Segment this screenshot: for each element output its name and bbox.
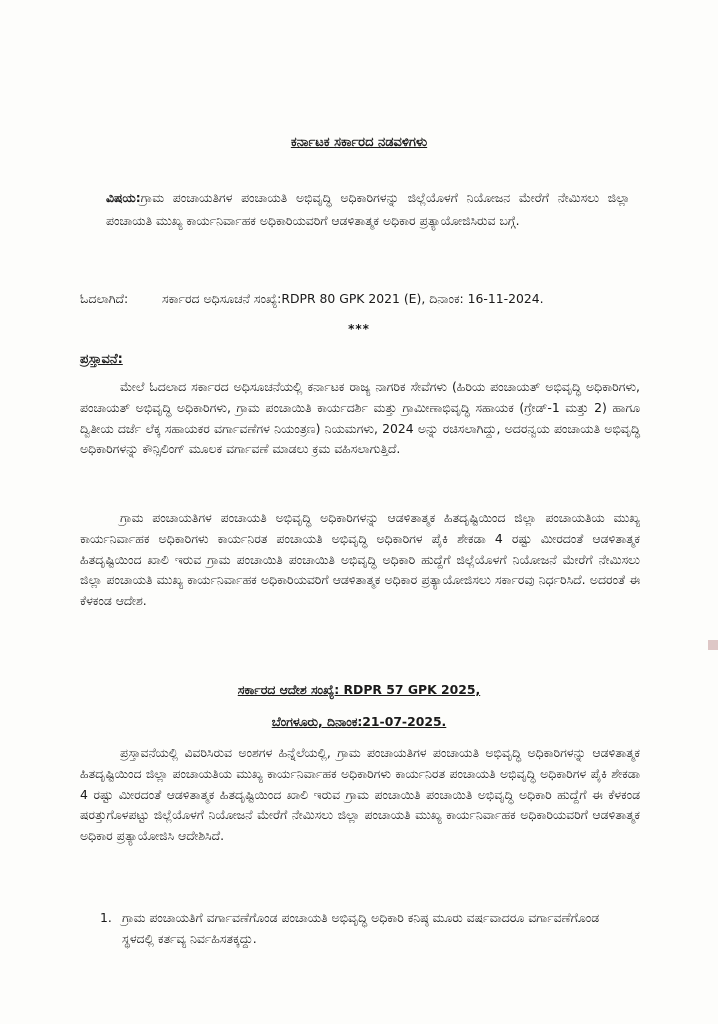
order-number-line: ಸರ್ಕಾರದ ಆದೇಶ ಸಂಖ್ಯೆ: RDPR 57 GPK 2025, bbox=[237, 682, 481, 697]
conditions-list bbox=[100, 907, 640, 949]
preamble-paragraph-1: ಮೇಲೆ ಓದಲಾದ ಸರ್ಕಾರದ ಅಧಿಸೂಚನೆಯಲ್ಲಿ ಕರ್ನಾಟಕ ರಾಜ್ಯ ನಾಗರಿಕ ಸೇವೆಗಳು (ಹಿರಿಯ ಪಂಚಾಯತ್ ಅಭಿವೃದ್ಧಿ ಅಧಿಕಾರಿಗಳು, ಪಂಚಾಯತ್ ಅಭಿವೃದ್ಧಿ ಅಧಿಕಾರಿಗಳು, ಗ್ರಾಮ ಪಂಚಾಯಿತಿ ಕಾರ್ಯದರ್ಶಿ ಮತ್ತು ಗ್ರಾಮೀಣಾಭಿವೃದ್ಧಿ ಸಹಾಯಕ (ಗ್ರೇಡ್-1 ಮತ್ತು 2) ಹಾಗೂ ದ್ವಿತೀಯ ದರ್ಜೆ ಲೆಕ್ಕ ಸಹಾಯಕರ ವರ್ಗಾವಣೆಗಳ ನಿಯಂತ್ರಣ) ನಿಯಮಗಳು, 2024 ಅನ್ನು ರಚಿಸಲಾಗಿದ್ದು, ಅದರನ್ವಯ ಪಂಚಾಯತಿ ಅಭಿವೃದ್ಧಿ ಅಧಿಕಾರಿಗಳನ್ನು ಕೌನ್ಸಿಲಿಂಗ್ ಮೂಲಕ ವರ್ಗಾವಣೆ ಮಾಡಲು ಕ್ರಮ ವಹಿಸಲಾಗುತ್ತಿದೆ. bbox=[80, 379, 640, 457]
preamble-paragraph-2: ಗ್ರಾಮ ಪಂಚಾಯತಿಗಳ ಪಂಚಾಯತಿ ಅಭಿವೃದ್ಧಿ ಅಧಿಕಾರಿಗಳನ್ನು ಆಡಳಿತಾತ್ಮಕ ಹಿತದೃಷ್ಟಿಯಿಂದ ಜಿಲ್ಲಾ ಪಂಚಾಯತಿಯ ಮುಖ್ಯ ಕಾರ್ಯನಿರ್ವಾಹಕ ಅಧಿಕಾರಿಗಳು ಕಾರ್ಯನಿರತ ಪಂಚಾಯತಿ ಅಭಿವೃದ್ಧಿ ಅಧಿಕಾರಿಗಳ ಪೈಕಿ ಶೇಕಡಾ 4 ರಷ್ಟು ಮೀರದಂತೆ ಆಡಳಿತಾತ್ಮಕ ಹಿತದೃಷ್ಟಿಯಿಂದ ಖಾಲಿ ಇರುವ ಗ್ರಾಮ ಪಂಚಾಯಿತಿ ಪಂಚಾಯಿತಿ ಅಭಿವೃದ್ಧಿ ಅಧಿಕಾರಿ ಹುದ್ದೆಗೆ ಜಿಲ್ಲೆಯೊಳಗೆ ನಿಯೋಜನೆ ಮೇರೆಗೆ ನೇಮಿಸಲು ಜಿಲ್ಲಾ ಪಂಚಾಯತಿ ಮುಖ್ಯ ಕಾರ್ಯನಿರ್ವಾಹಕ ಅಧಿಕಾರಿಯವರಿಗೆ ಆಡಳಿತಾತ್ಮಕ ಅಧಿಕಾರ ಪ್ರತ್ಯಾಯೋಜಿಸಲು ಸರ್ಕಾರವು ನಿರ್ಧರಿಸಿದೆ. ಅದರಂತೆ ಈ ಕೆಳಕಂಡ ಆದೇಶ. bbox=[80, 510, 640, 609]
subject-text: ಗ್ರಾಮ ಪಂಚಾಯತಿಗಳ ಪಂಚಾಯತಿ ಅಭಿವೃದ್ಧಿ ಅಧಿಕಾರಿಗಳನ್ನು ಜಿಲ್ಲೆಯೊಳಗೆ ನಿಯೋಜನ ಮೇರೆಗೆ ನೇಮಿಸಲು ಜಿಲ್ಲಾ ಪಂಚಾಯತಿ ಮುಖ್ಯ ಕಾರ್ಯನಿರ್ವಾಹಕ ಅಧಿಕಾರಿಯವರಿಗೆ ಆಡಳಿತಾತ್ಮಕ ಅಧಿಕಾರ ಪ್ರತ್ಯಾಯೋಜಿಸಿರುವ ಬಗ್ಗೆ. bbox=[106, 190, 630, 228]
reference-label: ಓದಲಾಗಿದೆ: bbox=[80, 291, 129, 306]
list-item bbox=[100, 907, 640, 949]
subject-block bbox=[106, 186, 630, 232]
order-place-date-line: ಬೆಂಗಳೂರು, ದಿನಾಂಕ:21-07-2025. bbox=[271, 714, 447, 729]
list-item-number: 1. bbox=[100, 910, 112, 925]
reference-block bbox=[80, 289, 640, 309]
reference-text: ಸರ್ಕಾರದ ಅಧಿಸೂಚನೆ ಸಂಖ್ಯೆ:RDPR 80 GPK 2021 (E), ದಿನಾಂಕ: 16-11-2024. bbox=[162, 291, 544, 306]
document-title: ಕರ್ನಾಟಕ ಸರ್ಕಾರದ ನಡವಳಿಗಳು bbox=[290, 135, 428, 150]
subject-label: ವಿಷಯ: bbox=[106, 190, 141, 205]
scan-margin-mark bbox=[708, 640, 718, 650]
list-item-text: ಗ್ರಾಮ ಪಂಚಾಯತಿಗೆ ವರ್ಗಾವಣೆಗೊಂಡ ಪಂಚಾಯತಿ ಅಭಿವೃದ್ಧಿ ಅಧಿಕಾರಿ ಕನಿಷ್ಠ ಮೂರು ವರ್ಷವಾದರೂ ವರ್ಗಾವಣೆಗೊಂಡ ಸ್ಥಳದಲ್ಲಿ ಕರ್ತವ್ಯ ನಿರ್ವಹಿಸತಕ್ಕದ್ದು. bbox=[122, 910, 600, 946]
order-paragraph: ಪ್ರಸ್ತಾವನೆಯಲ್ಲಿ ವಿವರಿಸಿರುವ ಅಂಶಗಳ ಹಿನ್ನೆಲೆಯಲ್ಲಿ, ಗ್ರಾಮ ಪಂಚಾಯತಿಗಳ ಪಂಚಾಯತಿ ಅಭಿವೃದ್ಧಿ ಅಧಿಕಾರಿಗಳನ್ನು ಆಡಳಿತಾತ್ಮಕ ಹಿತದೃಷ್ಟಿಯಿಂದ ಜಿಲ್ಲಾ ಪಂಚಾಯತಿಯ ಮುಖ್ಯ ಕಾರ್ಯನಿರ್ವಾಹಕ ಅಧಿಕಾರಿಗಳು ಕಾರ್ಯನಿರತ ಪಂಚಾಯತಿ ಅಭಿವೃದ್ಧಿ ಅಧಿಕಾರಿಗಳ ಪೈಕಿ ಶೇಕಡಾ 4 ರಷ್ಟು ಮೀರದಂತೆ ಆಡಳಿತಾತ್ಮಕ ಹಿತದೃಷ್ಟಿಯಿಂದ ಖಾಲಿ ಇರುವ ಗ್ರಾಮ ಪಂಚಾಯಿತಿ ಪಂಚಾಯಿತಿ ಅಭಿವೃದ್ಧಿ ಅಧಿಕಾರಿ ಹುದ್ದೆಗೆ ಈ ಕೆಳಕಂಡ ಷರತ್ತುಗೊಳಪಟ್ಟು ಜಿಲ್ಲೆಯೊಳಗೆ ನಿಯೋಜನೆ ಮೇರೆಗೆ ನೇಮಿಸಲು ಜಿಲ್ಲಾ ಪಂಚಾಯತಿ ಮುಖ್ಯ ಕಾರ್ಯನಿರ್ವಾಹಕ ಅಧಿಕಾರಿಯವರಿಗೆ ಆಡಳಿತಾತ್ಮಕ ಅಧಿಕಾರ ಪ್ರತ್ಯಾಯೋಜಿಸಿ ಆದೇಶಿಸಿದೆ. bbox=[80, 745, 640, 844]
preamble-heading: ಪ್ರಸ್ತಾವನೆ: bbox=[80, 352, 123, 367]
separator: *** bbox=[348, 322, 370, 336]
